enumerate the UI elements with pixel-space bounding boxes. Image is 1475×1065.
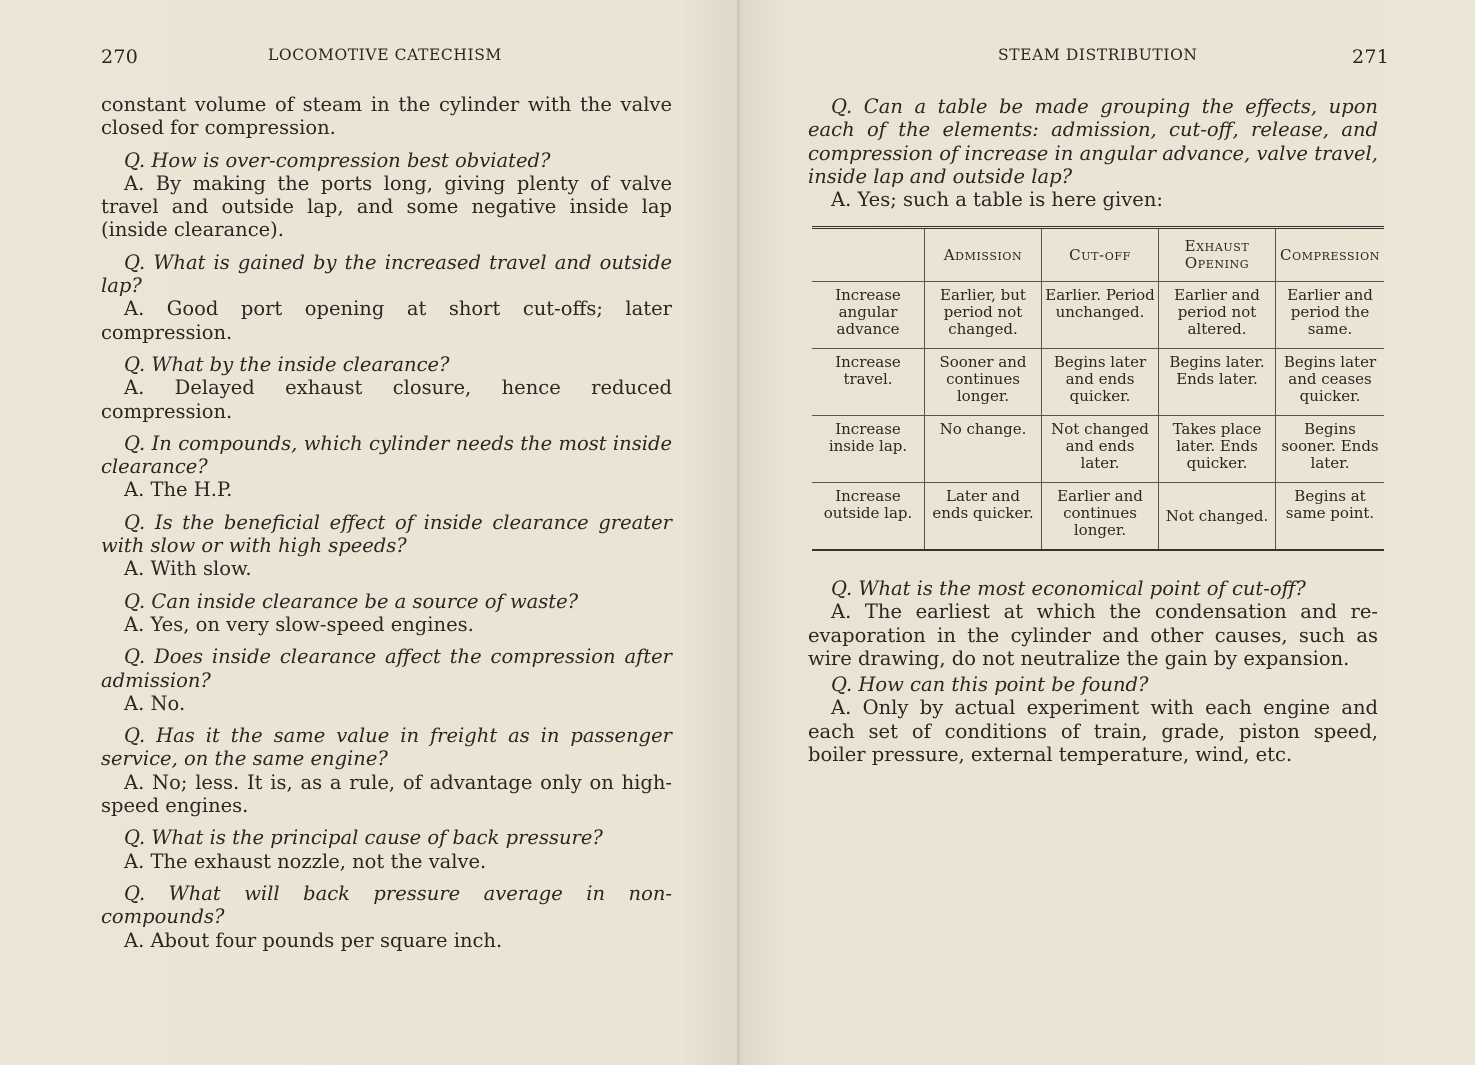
book-gutter bbox=[737, 0, 740, 1065]
qa-block bbox=[101, 511, 672, 581]
table-cell: Begins sooner. Ends later. bbox=[1276, 416, 1385, 483]
table-cell: Increase outside lap. bbox=[823, 487, 913, 522]
table-cell: Increase inside lap. bbox=[812, 416, 925, 483]
qa-block bbox=[808, 95, 1378, 211]
table-cell: Earlier and continues longer. bbox=[1042, 483, 1159, 551]
question: Q. What will back pressure average in non-compounds? bbox=[101, 881, 672, 929]
answer: A. About four pounds per square inch. bbox=[124, 928, 503, 952]
answer: A. Delayed exhaust closure, hence reduced compression. bbox=[101, 376, 672, 423]
question: Q. What is gained by the increased travel and outside lap? bbox=[101, 250, 672, 298]
right-column-intro bbox=[808, 95, 1378, 220]
table-cell: Sooner and continues longer. bbox=[925, 349, 1042, 416]
answer: A. The H.P. bbox=[124, 478, 233, 502]
table-cell: Earlier and period the same. bbox=[1276, 282, 1385, 349]
answer: A. The exhaust nozzle, not the valve. bbox=[124, 849, 487, 873]
table-row bbox=[812, 416, 1384, 483]
opening-paragraph: constant volume of steam in the cylinder with the valve closed for compression. bbox=[101, 93, 672, 140]
answer: A. With slow. bbox=[124, 557, 252, 581]
left-running-head: LOCOMOTIVE CATECHISM bbox=[268, 46, 502, 64]
question: Q. Can inside clearance be a source of waste? bbox=[124, 589, 579, 613]
valve-effects-table bbox=[812, 226, 1384, 551]
qa-block bbox=[101, 826, 672, 873]
question: Q. How is over-compression best obviated? bbox=[124, 148, 551, 172]
answer: A. Yes; such a table is here given: bbox=[831, 188, 1163, 212]
answer: A. The earliest at which the condensation and re-evaporation in the cylinder and other causes, such as wire drawing, do not neutralize the gain by expansion. bbox=[808, 600, 1378, 670]
qa-block bbox=[101, 353, 672, 423]
table-cell: Not changed. bbox=[1159, 483, 1276, 551]
left-column bbox=[101, 93, 672, 961]
table-row bbox=[812, 349, 1384, 416]
table-cell: Increase angular advance bbox=[812, 282, 925, 349]
question: Q. Does inside clearance affect the compression after admission? bbox=[101, 645, 672, 692]
table-cell: Begins later and ends quicker. bbox=[1042, 349, 1159, 416]
right-running-head: STEAM DISTRIBUTION bbox=[998, 46, 1198, 64]
question: Q. Can a table be made grouping the effects, upon each of the elements: admission, cut-off, release, and compression of increase in angular advance, valve travel, inside lap and outside lap? bbox=[808, 95, 1378, 188]
table-row bbox=[812, 483, 1384, 551]
right-column-lower bbox=[808, 577, 1378, 775]
table-cell: No change. bbox=[925, 416, 1042, 483]
table-cell: Begins later. Ends later. bbox=[1159, 349, 1276, 416]
question: Q. How can this point be found? bbox=[831, 673, 1149, 697]
qa-block bbox=[101, 432, 672, 502]
qa-block bbox=[808, 577, 1378, 670]
table-cell: Earlier and period not altered. bbox=[1159, 282, 1276, 349]
answer: A. By making the ports long, giving plenty of valve travel and outside lap, and some negative inside lap (inside clearance). bbox=[101, 171, 672, 242]
left-page-number: 270 bbox=[101, 46, 139, 68]
qa-block bbox=[101, 149, 672, 242]
table-cell: Begins later and ceases quicker. bbox=[1276, 349, 1385, 416]
qa-block bbox=[101, 590, 672, 637]
question: Q. What by the inside clearance? bbox=[124, 352, 450, 376]
qa-block bbox=[101, 645, 672, 715]
table-header-cell: Cut-off bbox=[1042, 228, 1159, 282]
qa-block bbox=[101, 251, 672, 344]
table-cell: Begins at same point. bbox=[1276, 483, 1385, 551]
table-cell: Earlier, but period not changed. bbox=[925, 282, 1042, 349]
question: Q. In compounds, which cylinder needs the most inside clearance? bbox=[101, 431, 672, 479]
table-header-cell bbox=[812, 228, 925, 282]
answer: A. No; less. It is, as a rule, of advantage only on high-speed engines. bbox=[101, 770, 672, 818]
qa-block bbox=[101, 882, 672, 952]
answer: A. Yes, on very slow-speed engines. bbox=[124, 612, 474, 636]
answer: A. Good port opening at short cut-offs; later compression. bbox=[101, 297, 672, 344]
table-header-cell: Exhaust Opening bbox=[1159, 228, 1276, 282]
question: Q. What is the most economical point of cut-off? bbox=[831, 577, 1306, 600]
table-cell: Not changed and ends later. bbox=[1042, 416, 1159, 483]
table-header-cell: Compression bbox=[1276, 228, 1385, 282]
answer: A. No. bbox=[124, 691, 186, 715]
right-page-number: 271 bbox=[1352, 46, 1390, 68]
question: Q. Has it the same value in freight as in passenger service, on the same engine? bbox=[101, 724, 672, 771]
qa-block bbox=[808, 673, 1378, 766]
table-header-cell: Admission bbox=[925, 228, 1042, 282]
table-cell: Later and ends quicker. bbox=[925, 483, 1042, 551]
question: Q. Is the beneficial effect of inside clearance greater with slow or with high speeds? bbox=[101, 510, 672, 558]
table-row bbox=[812, 282, 1384, 349]
answer: A. Only by actual experiment with each engine and each set of conditions of train, grade, piston speed, boiler pressure, external temperature, wind, etc. bbox=[808, 696, 1378, 767]
table-header-row bbox=[812, 228, 1384, 282]
table-cell: Earlier. Period unchanged. bbox=[1042, 282, 1159, 349]
question: Q. What is the principal cause of back pressure? bbox=[124, 826, 603, 850]
table-cell: Increase travel. bbox=[812, 349, 925, 416]
table-cell: Takes place later. Ends quicker. bbox=[1159, 416, 1276, 483]
qa-block bbox=[101, 724, 672, 817]
